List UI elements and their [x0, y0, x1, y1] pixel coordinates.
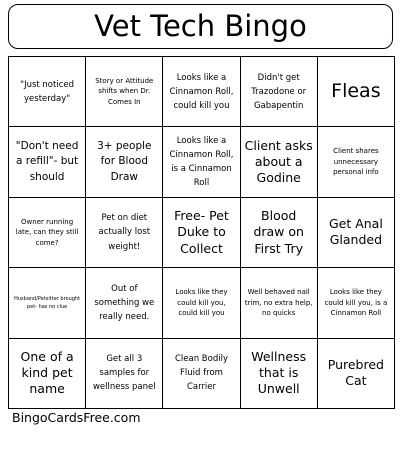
- bingo-cell-text: Well behaved nail trim, no extra help, no quicks: [244, 288, 313, 318]
- bingo-cell-text: Get all 3 samples for wellness panel: [92, 354, 156, 393]
- bingo-cell[interactable]: [9, 57, 86, 127]
- bingo-cell[interactable]: [318, 127, 395, 197]
- bingo-cell[interactable]: [163, 127, 240, 197]
- card-title: Vet Tech Bingo: [94, 9, 307, 43]
- bingo-cell[interactable]: [241, 127, 318, 197]
- bingo-cell[interactable]: [86, 127, 163, 197]
- bingo-cell-text: Free- Pet Duke to Collect: [174, 208, 229, 256]
- bingo-cell[interactable]: [163, 268, 240, 338]
- footer-credit: BingoCardsFree.com: [12, 410, 141, 425]
- bingo-cell-text: Looks like a Cinnamon Roll, could kill you: [169, 72, 234, 111]
- bingo-cell-text: Get Anal Glanded: [328, 216, 383, 248]
- card-title-box: [8, 4, 393, 49]
- bingo-cell[interactable]: [318, 268, 395, 338]
- bingo-cell[interactable]: [163, 57, 240, 127]
- bingo-cell[interactable]: [241, 198, 318, 268]
- bingo-cell[interactable]: [86, 57, 163, 127]
- bingo-cell-text: Looks like they could kill you, could kill you: [175, 288, 228, 318]
- bingo-cell[interactable]: [241, 268, 318, 338]
- bingo-cell-text: Blood draw on First Try: [253, 208, 304, 256]
- bingo-cell[interactable]: [241, 57, 318, 127]
- bingo-cell-text: Story or Attitude shifts when Dr. Comes In: [95, 76, 154, 106]
- bingo-cell-text: Pet on diet actually lost weight!: [98, 213, 151, 252]
- bingo-cell-text: "Just noticed yesterday": [20, 79, 75, 104]
- bingo-cell-text: Wellness that is Unwell: [251, 348, 307, 397]
- bingo-cell[interactable]: [9, 198, 86, 268]
- bingo-cell[interactable]: [86, 198, 163, 268]
- bingo-cell[interactable]: [9, 339, 86, 409]
- bingo-cell-text: Purebred Cat: [327, 357, 384, 389]
- bingo-cell-text: Client shares unnecessary personal info: [333, 147, 379, 177]
- bingo-cell-text: Out of something we really need.: [94, 283, 155, 322]
- bingo-cell-text: Husband/Petsitter brought pet- has no clue: [14, 295, 81, 310]
- bingo-cell[interactable]: [318, 57, 395, 127]
- bingo-cell-text: Looks like a Cinnamon Roll, is a Cinnamon Roll: [169, 136, 234, 189]
- bingo-cell-text: 3+ people for Blood Draw: [97, 140, 152, 183]
- bingo-cell-text: Fleas: [331, 80, 381, 103]
- bingo-cell-text: "Don't need a refill"- but should: [15, 140, 79, 183]
- bingo-cell[interactable]: [9, 268, 86, 338]
- bingo-cell-text: Clean Bodily Fluid from Carrier: [174, 354, 228, 393]
- bingo-cell[interactable]: [318, 198, 395, 268]
- bingo-cell-text: Didn't get Trazodone or Gabapentin: [251, 72, 307, 111]
- bingo-cell-text: Client asks about a Godine: [244, 137, 313, 186]
- bingo-cell-text: One of a kind pet name: [20, 348, 74, 397]
- bingo-cell-text: Looks like they could kill you, is a Cinnamon Roll: [324, 288, 388, 318]
- bingo-cell[interactable]: [163, 198, 240, 268]
- bingo-cell[interactable]: [163, 339, 240, 409]
- bingo-cell[interactable]: [86, 268, 163, 338]
- bingo-cell[interactable]: [241, 339, 318, 409]
- bingo-cell[interactable]: [318, 339, 395, 409]
- bingo-grid: [8, 56, 395, 409]
- bingo-cell-text: Owner running late, can they still come?: [15, 217, 79, 247]
- bingo-cell[interactable]: [9, 127, 86, 197]
- bingo-cell[interactable]: [86, 339, 163, 409]
